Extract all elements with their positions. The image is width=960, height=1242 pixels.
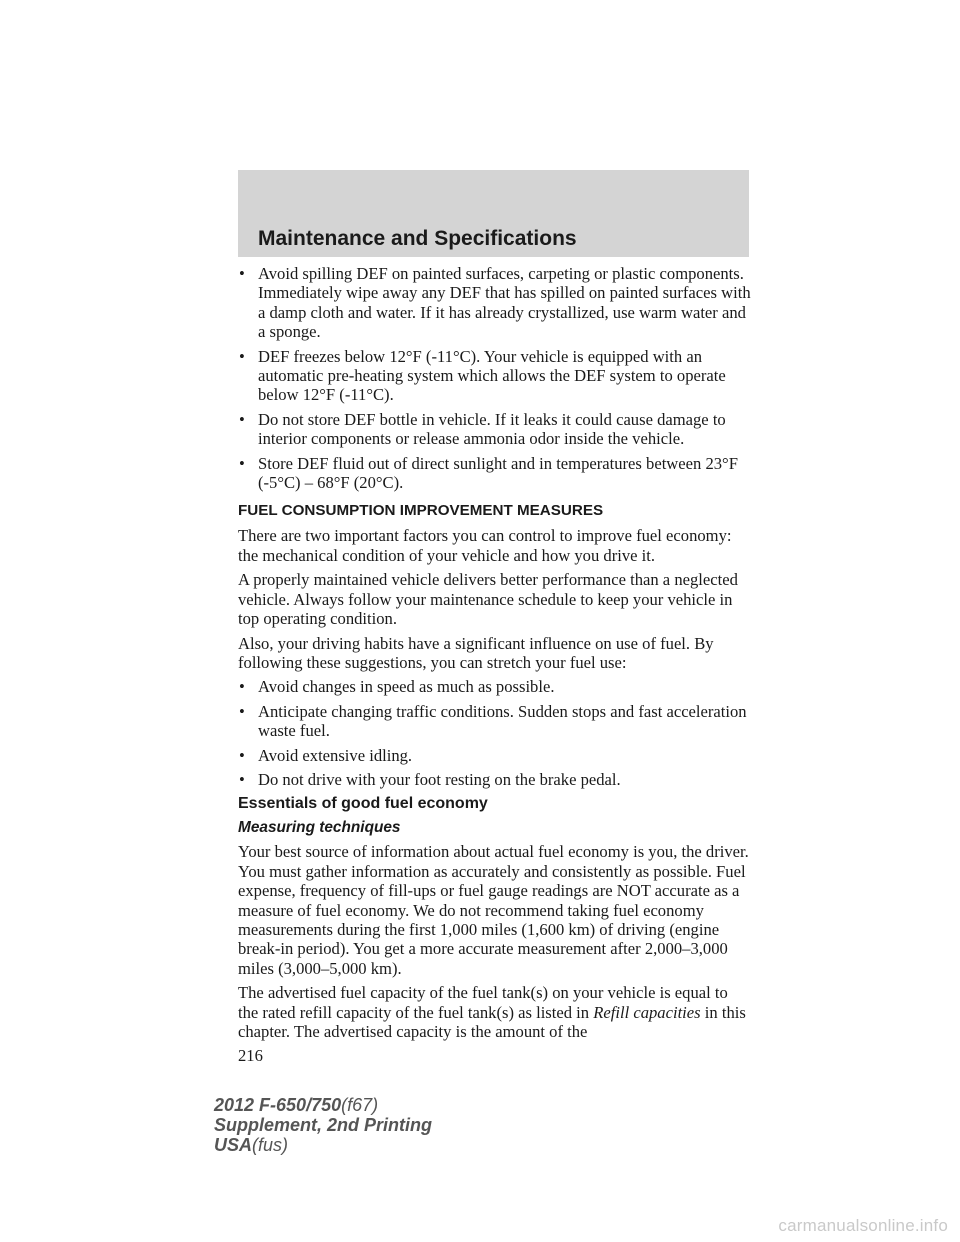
page-body (238, 264, 752, 1066)
list-item-text: DEF freezes below 12°F (-11°C). Your vehicle is equipped with an automatic pre-heating system which allows the DEF system to operate below 12°F (-11°C). (258, 346, 726, 405)
list-item (238, 770, 752, 789)
list-item-text: Avoid extensive idling. (258, 745, 413, 765)
refill-capacities-reference: Refill capacities (593, 1002, 701, 1022)
bullet-icon: • (239, 409, 245, 429)
def-bullet-list (238, 264, 752, 492)
measuring-techniques-heading: Measuring techniques (238, 819, 401, 837)
list-item-text: Do not drive with your foot resting on the brake pedal. (258, 769, 621, 789)
watermark-text: carmanualsonline.info (778, 1216, 948, 1235)
paragraph: Also, your driving habits have a significant influence on use of fuel. By following these suggestions, you can stretch your fuel use: (238, 633, 714, 672)
essentials-heading: Essentials of good fuel economy (238, 795, 488, 813)
paragraph: A properly maintained vehicle delivers better performance than a neglected vehicle. Always follow your maintenance schedule to keep your vehicle in top operating condition. (238, 570, 738, 629)
paragraph: There are two important factors you can control to improve fuel economy: the mechanical condition of your vehicle and how you drive it. (238, 526, 732, 565)
footer-printing: Supplement, 2nd Printing (214, 1115, 433, 1135)
list-item (238, 347, 752, 405)
paragraph-text: in this chapter. The advertised capacity is the amount of the (238, 1002, 746, 1041)
section-header-band (238, 170, 749, 257)
list-item (238, 746, 752, 765)
list-item-text: Store DEF fluid out of direct sunlight and in temperatures between 23°F (-5°C) – 68°F (20°C). (258, 453, 738, 493)
footer-model-code: (f67) (341, 1095, 379, 1115)
paragraph-text: The advertised fuel capacity of the fuel tank(s) on your vehicle is equal to the rated refill capacity of the fuel tank(s) as listed in (238, 983, 728, 1022)
bullet-icon: • (239, 745, 245, 765)
footer-line (214, 1115, 432, 1135)
list-item (238, 264, 752, 342)
list-item (238, 677, 752, 696)
page-number: 216 (238, 1046, 263, 1066)
bullet-icon: • (239, 346, 245, 366)
bullet-icon: • (239, 769, 245, 789)
footer-line (214, 1095, 432, 1115)
footer-line (214, 1135, 432, 1155)
refill-paragraph (238, 983, 752, 1041)
list-item (238, 410, 752, 449)
driving-tips-list (238, 677, 752, 789)
bullet-icon: • (239, 701, 245, 721)
footer-model: 2012 F-650/750 (214, 1095, 342, 1115)
fuel-consumption-heading: FUEL CONSUMPTION IMPROVEMENT MEASURES (238, 502, 604, 520)
list-item-text: Anticipate changing traffic conditions. Sudden stops and fast acceleration waste fuel. (258, 701, 747, 741)
list-item (238, 454, 752, 493)
footer-market-code: (fus) (252, 1135, 289, 1155)
section-title: Maintenance and Specifications (258, 227, 577, 250)
paragraph: Your best source of information about actual fuel economy is you, the driver. You must gather information as accurately and consistently as possible. Fuel expense, frequency of fill-ups or fuel gauge readings are NOT accurate as a measure of fuel economy. We do not recommend taking fuel economy measurements during the first 1,000 miles (1,600 km) of driving (engine break-in period). You get a more accurate measurement after 2,000–3,000 miles (3,000–5,000 km). (238, 842, 749, 978)
document-footer (214, 1095, 432, 1155)
footer-market: USA (214, 1135, 253, 1155)
bullet-icon: • (239, 677, 245, 697)
bullet-icon: • (239, 453, 245, 473)
list-item-text: Avoid changes in speed as much as possible. (258, 677, 555, 697)
bullet-icon: • (239, 264, 245, 283)
list-item-text: Do not store DEF bottle in vehicle. If it leaks it could cause damage to interior components or release ammonia odor inside the vehicle. (258, 409, 726, 449)
list-item-text: Avoid spilling DEF on painted surfaces, carpeting or plastic components. Immediately wipe away any DEF that has spilled on painted surfaces with a damp cloth and water. If it has already crystallized, use warm water and a sponge. (258, 264, 751, 342)
list-item (238, 702, 752, 741)
